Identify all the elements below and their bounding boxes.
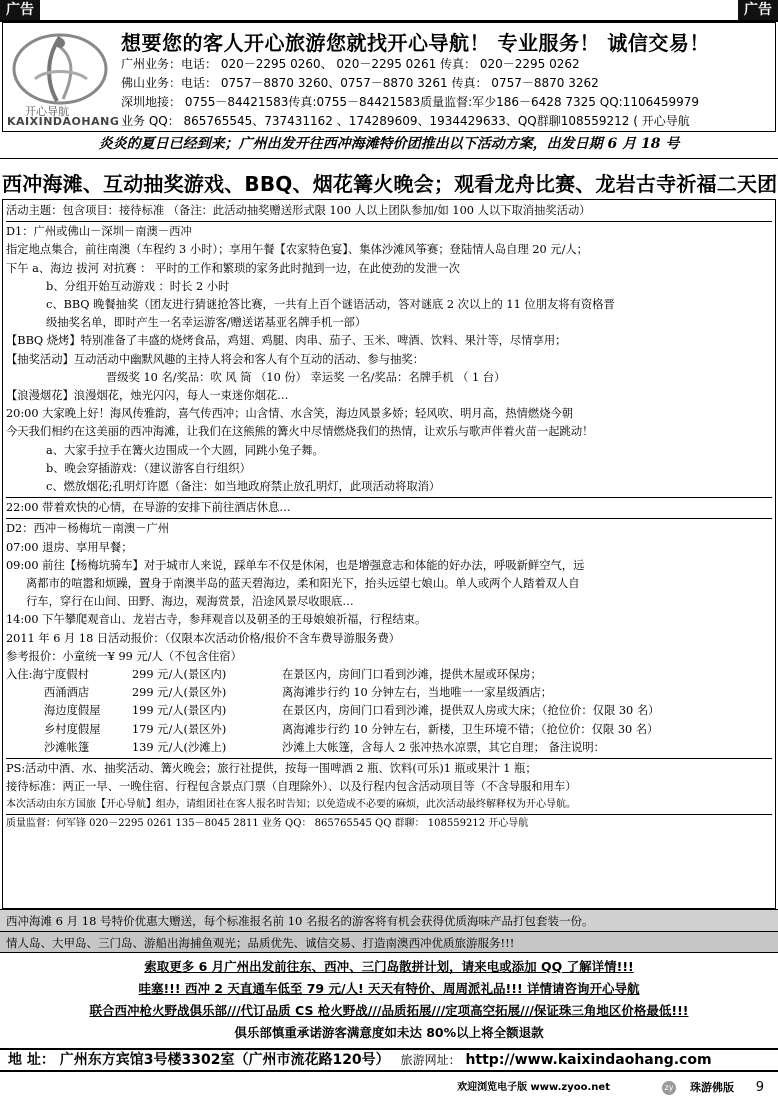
- contact-lines: [121, 55, 699, 131]
- price-row: [6, 721, 772, 739]
- zyoo-badge-icon: zy: [662, 1081, 676, 1095]
- bbq-desc: 【BBQ 烧烤】特别准备了丰盛的烧烤食品，鸡翅、鸡腿、肉串、茄子、玉米、啤酒、饮料、果汁等，尽情享用；: [6, 334, 567, 348]
- day2-0900: 09:00 前往【杨梅坑骑车】对于城市人来说，踩单车不仅是休闲，也是增强意志和体能的好办法，呼吸新鲜空气，远: [6, 558, 585, 572]
- price-row: [6, 666, 772, 684]
- price-amount: 139 元/人(沙滩上): [132, 740, 227, 754]
- promo-line-4: 俱乐部慎重承诺游客满意度如未达 80%以上将全额退款: [234, 1025, 544, 1040]
- promo-line-2: 哇塞!!! 西冲 2 天直通车低至 79 元/人! 天天有特价、周周派礼品!!! 详情请咨询开心导航: [138, 981, 640, 996]
- intro-line: 炎炎的夏日已经到来；广州出发开往西冲海滩特价团推出以下活动方案，出发日期 6 月 18 号: [98, 136, 680, 152]
- evening-2000: 20:00 大家晚上好！海风传雅韵，喜气传西冲；山含情、水含笑，海边风景多娇；轻风吹、明月高，热情燃烧今朝: [6, 407, 574, 421]
- ps-note: PS:活动中酒、水、抽奖活动、篝火晚会；旅行社提供，按每一围啤酒 2 瓶、饮料(可乐)1 瓶或果汁 1 瓶；: [6, 762, 537, 776]
- prize-list: 晋级奖 10 名/奖品：吹 风 筒 （10 份） 幸运奖 一名/奖品：名牌手机 （ 1 台）: [106, 370, 506, 384]
- header: [2, 22, 776, 132]
- price-row: [6, 684, 772, 702]
- contact-foshan: 佛山业务：电话： 0757－8870 3260、0757－8870 3261 传真： 0757－8870 3262: [121, 76, 599, 90]
- promo-band: [0, 909, 778, 1045]
- footer-edition: 珠游佛版: [690, 1081, 734, 1094]
- contact-qq: 业务 QQ： 865765545、737431162 、174289609、1934429633、QQ群聊108559212 ( 开心导航: [121, 114, 690, 128]
- day2-0900-cont1: 离都市的喧嚣和烦躁，置身于南澳半岛的蓝天碧海边，柔和阳光下，抬头远望七娘山。单人或两个人踏着双人自: [26, 577, 580, 591]
- divider: [6, 814, 772, 815]
- logo-text-cn: 开心导航: [25, 105, 69, 118]
- logo-text-en: KAIXINDAOHANG: [7, 115, 120, 128]
- price-amount: 299 元/人(景区内): [132, 668, 227, 682]
- gift-banner: 西冲海滩 6 月 18 号特价优惠大赠送，每个标准报名前 10 名报名的游客将有机会获得优质海味产品打包套装一份。: [0, 909, 778, 931]
- price-desc: 离海滩步行约 10 分钟左右，当地唯一一家星级酒店；: [282, 686, 553, 700]
- price-hotel-name: 沙滩帐篷: [44, 740, 90, 754]
- divider: [6, 497, 772, 498]
- footer-site[interactable]: 欢迎浏览电子版 www.zyoo.net: [457, 1082, 610, 1093]
- price-row: [6, 702, 772, 720]
- evening-2200: 22:00 带着欢快的心情，在导游的安排下前往酒店休息…: [6, 501, 291, 515]
- evening-2000-cont: 今天我们相约在这美丽的西冲海滩，让我们在这熊熊的篝火中尽情燃烧我们的热情，让欢乐与歌声伴着火苗一起跳动！: [6, 425, 594, 439]
- price-amount: 199 元/人(景区内): [132, 704, 227, 718]
- promo-line-3: 联合西冲枪火野战俱乐部///代订品质 CS 枪火野战///品质拓展///定项高空拓展///保证珠三角地区价格最低!!!: [89, 1003, 689, 1018]
- divider: [6, 518, 772, 519]
- price-amount: 179 元/人(景区外): [132, 722, 227, 736]
- tour-title: 西冲海滩、互动抽奖游戏、BBQ、烟花篝火晚会；观看龙舟比赛、龙岩古寺祈福二天团: [2, 172, 778, 196]
- price-hotel-name: 海边度假屋: [44, 704, 101, 718]
- price-hotel-name: 入住:海宁度假村: [6, 668, 89, 682]
- day1-afternoon-b: b、分组开始互动游戏 ：时长 2 小时: [46, 279, 230, 293]
- child-price: 参考报价：小童统一¥ 99 元/人（不包含住宿）: [6, 649, 242, 663]
- day1-route: D1：广州或佛山－深圳－南澳－西冲: [6, 225, 192, 239]
- service-standard: 接待标准：两正一早、一晚住宿、行程包含景点门票（自理除外）、以及行程内包含活动项目等（不含导服和用车）: [6, 780, 577, 794]
- quality-supervision: 质量监督：何军锋 020－2295 0261 135－8045 2811 业务 QQ： 865765545 QQ 群聊： 108559212 开心导航: [6, 817, 529, 829]
- address-bar: [0, 1048, 778, 1072]
- organizer-note: 本次活动由东方国旅【开心导航】组办，请组团社在客人报名时告知；以免造成不必要的麻烦，此次活动最终解释权为开心导航。: [6, 798, 576, 810]
- day2-0700: 07:00 退房、享用早餐；: [6, 540, 133, 554]
- website-link[interactable]: http://www.kaixindaohang.com: [465, 1052, 712, 1068]
- day1-afternoon-c-cont: 级抽奖名单，即时产生一名幸运游客/赠送诺基亚名牌手机一部）: [46, 316, 367, 330]
- divider: [6, 758, 772, 759]
- address-text: 地 址： 广州东方宾馆3号楼3302室（广州市流花路120号）: [8, 1052, 390, 1068]
- headline: 想要您的客人开心旅游您就找开心导航！ 专业服务！ 诚信交易！: [121, 31, 710, 55]
- price-hotel-name: 乡村度假屋: [44, 722, 101, 736]
- day2-route: D2：西冲－杨梅坑－南澳－广州: [6, 522, 170, 536]
- price-hotel-name: 西涌酒店: [44, 686, 90, 700]
- activity-theme: 活动主题：包含项目：接待标准 （备注：此活动抽奖赠送形式限 100 人以上团队参加/如 100 人以下取消抽奖活动）: [6, 204, 591, 217]
- ad-tag-right: 广告: [738, 0, 778, 20]
- footer: [0, 1076, 778, 1100]
- promo-block: [0, 953, 778, 1045]
- fireworks-desc: 【浪漫烟花】浪漫烟花，烛光闪闪，每人一束迷你烟花…: [6, 389, 289, 403]
- divider: [0, 158, 778, 159]
- price-desc: 在景区内，房间门口看到沙滩，提供双人房或大床；（抢位价：仅限 30 名）: [282, 704, 660, 718]
- price-header: 2011 年 6 月 18 日活动报价：（仅限本次活动价格/报价不含车费导游服务费）: [6, 631, 401, 645]
- day2-0900-cont2: 行车，穿行在山间、田野、海边，观海赏景，沿途风景尽收眼底…: [26, 595, 354, 609]
- island-banner: 情人岛、大甲岛、三门岛、游船出海捕鱼观光；品质优先、诚信交易、打造南澳西冲优质旅游服务!!!: [0, 931, 778, 953]
- evening-b: b、晚会穿插游戏：（建议游客自行组织）: [46, 461, 251, 475]
- day1-afternoon-c: c、BBQ 晚餐抽奖（团友进行猜谜抢答比赛，一共有上百个谜语活动，答对谜底 2 次以上的 11 位朋友将有资格晋: [46, 298, 615, 312]
- price-desc: 离海滩步行约 10 分钟左右，新楼，卫生环境不错；（抢位价：仅限 30 名）: [282, 722, 659, 736]
- contact-guangzhou: 广州业务：电话： 020－2295 0260、 020－2295 0261 传真： 020－2295 0262: [121, 57, 580, 71]
- evening-c: c、燃放烟花;孔明灯许愿（备注：如当地政府禁止放孔明灯，此项活动将取消）: [46, 480, 441, 494]
- day1-morning: 指定地点集合，前往南澳（车程约 3 小时）；享用午餐【农家特色宴】、集体沙滩风筝赛；登陆情人岛自理 20 元/人；: [6, 243, 588, 257]
- price-amount: 299 元/人(景区外): [132, 686, 227, 700]
- contact-shenzhen: 深圳地接： 0755－84421583传真:0755－84421583质量监督:军少186－6428 7325 QQ:1106459979: [121, 95, 700, 109]
- ad-tag-left: 广告: [0, 0, 40, 20]
- day2-1400: 14:00 下午攀爬观音山、龙岩古寺，参拜观音以及朝圣的王母娘娘祈福，行程结束。: [6, 613, 427, 627]
- promo-line-1: 索取更多 6 月广州出发前往东、西冲、三门岛散拼计划，请来电或添加 QQ 了解详情!!!: [144, 959, 634, 974]
- day1-afternoon-a: 下午 a、海边 拔河 对抗赛 ： 平时的工作和繁琐的家务此时抛到一边，在此使劲的发泄一次: [6, 261, 460, 275]
- page-number: 9: [755, 1080, 764, 1095]
- price-desc: 沙滩上大帐篷，含每人 2 张冲热水凉票，其它自理； 备注说明：: [282, 740, 605, 754]
- price-row: [6, 739, 772, 757]
- price-desc: 在景区内，房间门口看到沙滩，提供木屋或环保房；: [282, 668, 542, 682]
- lottery-desc: 【抽奖活动】互动活动中幽默风趣的主持人将会和客人有个互动的活动、参与抽奖：: [6, 352, 424, 366]
- divider: [6, 221, 772, 222]
- website-label: 旅游网址：: [400, 1053, 461, 1067]
- itinerary-content: [6, 202, 772, 832]
- evening-a: a、大家手拉手在篝火边围成一个大圆，同跳小兔子舞。: [46, 443, 324, 457]
